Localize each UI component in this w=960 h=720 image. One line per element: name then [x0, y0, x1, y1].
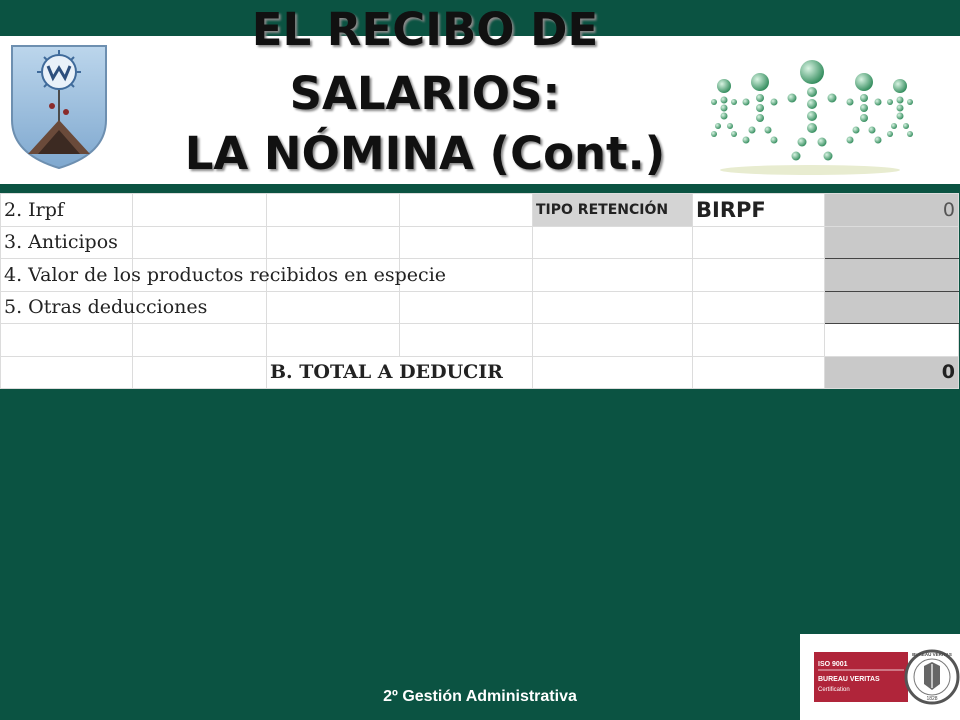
bureau-veritas-certification-badge	[800, 634, 960, 720]
anticipos-amount	[825, 226, 959, 259]
row-label: 5. Otras deducciones	[1, 291, 133, 324]
irpf-amount: 0	[825, 194, 959, 227]
deductions-table	[0, 193, 959, 389]
title-line-3: LA NÓMINA (Cont.)	[184, 127, 666, 180]
table-row	[1, 259, 959, 292]
badge-line-1: ISO 9001	[818, 661, 848, 668]
row-label: 2. Irpf	[1, 194, 133, 227]
tipo-retencion-label: TIPO RETENCIÓN	[533, 194, 693, 227]
badge-seal-year: 1828	[926, 696, 938, 702]
table-row	[1, 226, 959, 259]
tipo-retencion-value[interactable]: BIRPF	[693, 194, 825, 227]
total-deducir-amount: 0	[825, 356, 959, 389]
title-line-2: SALARIOS:	[289, 67, 561, 120]
total-deducir-label: B. TOTAL A DEDUCIR	[267, 356, 533, 389]
people-chain-illustration	[700, 58, 920, 176]
badge-seal-text: BUREAU VERITAS	[912, 652, 952, 657]
slide-title	[90, 0, 760, 186]
table-row	[1, 356, 959, 389]
badge-line-3: Certification	[818, 687, 850, 693]
otras-amount	[825, 291, 959, 324]
badge-line-2: BUREAU VERITAS	[818, 676, 880, 683]
table-row	[1, 194, 959, 227]
row-label: 4. Valor de los productos recibidos en especie	[1, 259, 133, 292]
title-line-1: EL RECIBO DE	[251, 3, 599, 56]
footer-course-label: 2º Gestión Administrativa	[383, 688, 577, 705]
row-label: 3. Anticipos	[1, 226, 133, 259]
table-row	[1, 291, 959, 324]
table-row	[1, 324, 959, 357]
especie-amount	[825, 259, 959, 292]
